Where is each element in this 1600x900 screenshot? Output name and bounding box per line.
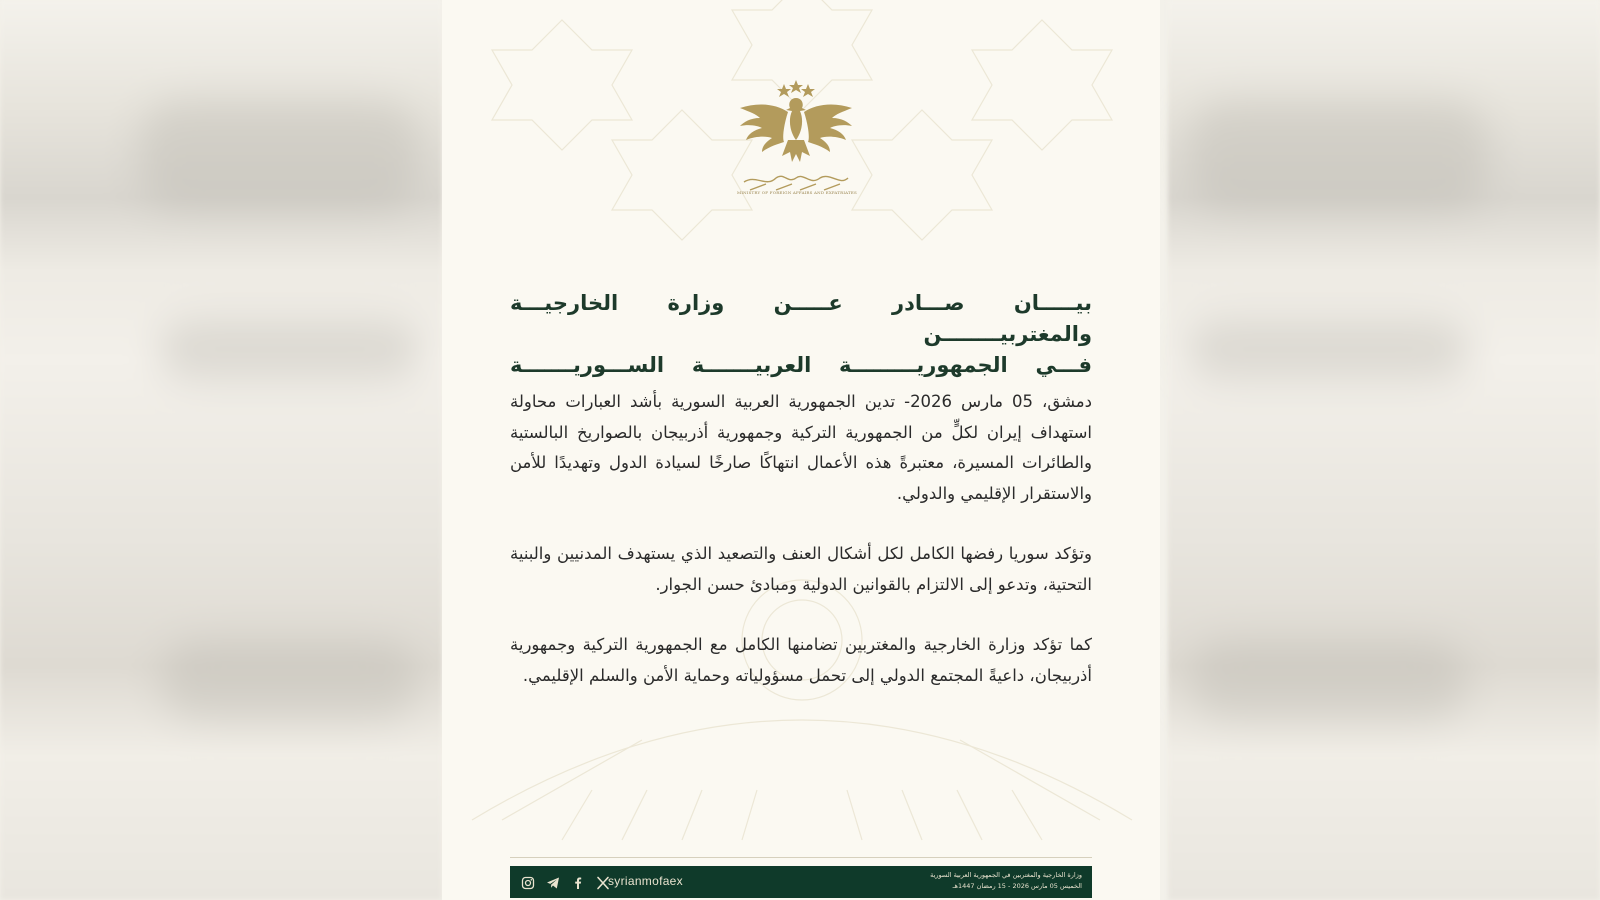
statement-paragraph-1: دمشق، 05 مارس 2026- تدين الجمهورية العربية السورية بأشد العبارات محاولة استهداف إيران لكلٍّ من الجمهورية التركية وجمهورية أذربيجان بالصواريخ البالستية والطائرات المسيرة، معتبرةً هذه الأعمال انتهاكًا صارخًا لسيادة الدول وتهديدًا للأمن والاستقرار الإقليمي والدولي. bbox=[510, 392, 1092, 503]
eagle-emblem-icon bbox=[736, 80, 856, 205]
footer-date-line: الخميس 05 مارس 2026 - 15 رمضان 1447هـ bbox=[952, 882, 1082, 890]
blurred-background-right bbox=[1168, 0, 1600, 900]
statement-document bbox=[442, 0, 1160, 900]
emblem-caption-en: MINISTRY OF FOREIGN AFFAIRS AND EXPATRIATES bbox=[737, 190, 857, 195]
footer-divider bbox=[510, 857, 1092, 858]
footer-meta bbox=[912, 870, 1082, 892]
social-icons bbox=[521, 875, 616, 889]
title-line-2: فـــي الجمهوريـــــــــة العربيـــــــة الســـوريـــــــة bbox=[510, 353, 1092, 377]
telegram-icon[interactable] bbox=[546, 875, 560, 889]
title-line-1: بيـــــان صـــادر عـــــن وزارة الخارجيـــة والمغتربيــــــــن bbox=[510, 291, 1092, 346]
statement-paragraph-2: وتؤكد سوريا رفضها الكامل لكل أشكال العنف والتصعيد الذي يستهدف المدنيين والبنية التحتية، وتدعو إلى الالتزام بالقوانين الدولية ومبادئ حسن الجوار. bbox=[510, 544, 1092, 594]
blurred-background-left bbox=[0, 0, 442, 900]
statement-paragraph-3: كما تؤكد وزارة الخارجية والمغتربين تضامنها الكامل مع الجمهورية التركية وجمهورية أذربيجان، داعيةً المجتمع الدولي إلى تحمل مسؤولياته وحماية الأمن والسلم الإقليمي. bbox=[510, 635, 1092, 685]
social-handle[interactable]: syrianmofaex bbox=[608, 874, 683, 888]
footer-bar bbox=[510, 866, 1092, 898]
footer-ministry-line: وزارة الخارجية والمغتربين في الجمهورية العربية السورية bbox=[930, 871, 1082, 879]
facebook-icon[interactable] bbox=[571, 875, 585, 889]
statement-title bbox=[510, 288, 1092, 381]
instagram-icon[interactable] bbox=[521, 875, 535, 889]
